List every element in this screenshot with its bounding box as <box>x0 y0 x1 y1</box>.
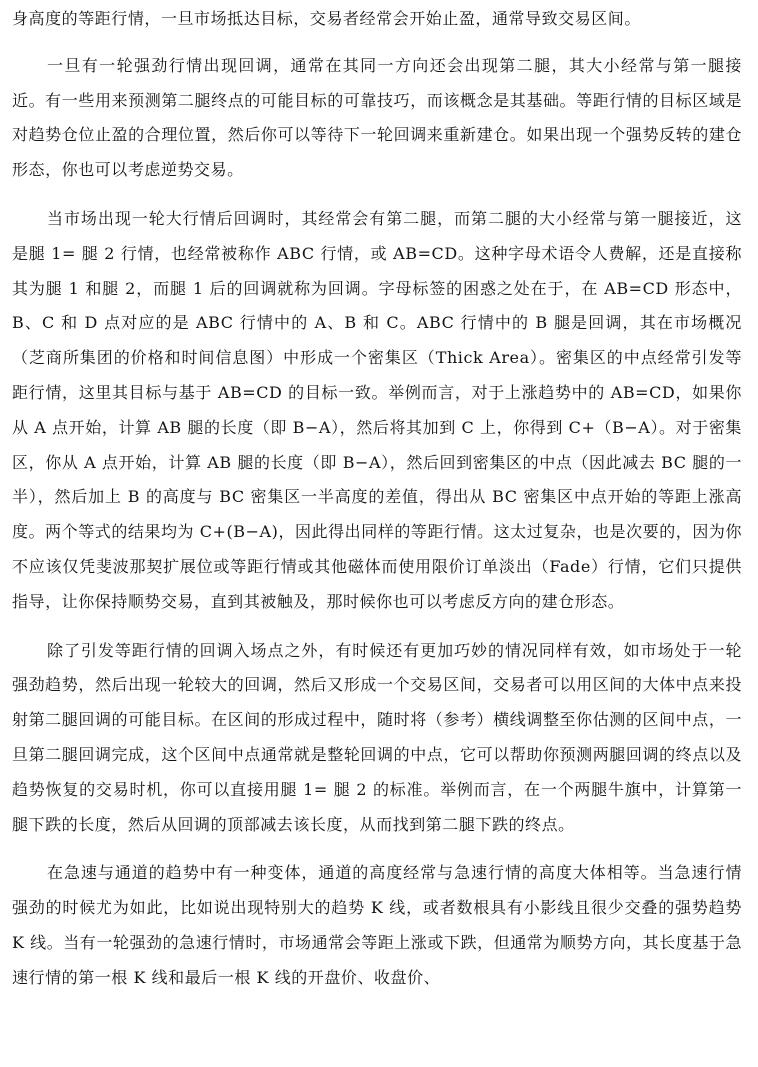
paragraph-spike-channel: 在急速与通道的趋势中有一种变体，通道的高度经常与急速行情的高度大体相等。当急速行情强劲的时候尤为如此，比如说出现特别大的趋势 K 线，或者数根具有小影线且很少交叠的强势趋势 K 线。当有一轮强劲的急速行情时，市场通常会等距上涨或下跌，但通常为顺势方向，其长度基于急速行情的第一根 K 线和最后一根 K 线的开盘价、收盘价、 <box>12 863 742 987</box>
paragraph-range-midpoint: 除了引发等距行情的回调入场点之外，有时候还有更加巧妙的情况同样有效，如市场处于一轮强劲趋势，然后出现一轮较大的回调，然后又形成一个交易区间，交易者可以用区间的大体中点来投射第二腿回调的可能目标。在区间的形成过程中，随时将（参考）横线调整至你估测的区间中点，一旦第二腿回调完成，这个区间中点通常就是整轮回调的中点，它可以帮助你预测两腿回调的终点以及趋势恢复的交易时机，你可以直接用腿 1= 腿 2 的标准。举例而言，在一个两腿牛旗中，计算第一腿下跌的长度，然后从回调的顶部减去该长度，从而找到第二腿下跌的终点。 <box>12 640 742 834</box>
document-page <box>12 2 742 995</box>
paragraph-second-leg: 一旦有一轮强劲行情出现回调，通常在其同一方向还会出现第二腿，其大小经常与第一腿接近。有一些用来预测第二腿终点的可能目标的可靠技巧，而该概念是其基础。等距行情的目标区域是对趋势仓位止盈的合理位置，然后你可以等待下一轮回调来重新建仓。如果出现一个强势反转的建仓形态，你也可以考虑逆势交易。 <box>12 55 742 180</box>
paragraph-abc-move: 当市场出现一轮大行情后回调时，其经常会有第二腿，而第二腿的大小经常与第一腿接近，这是腿 1= 腿 2 行情，也经常被称作 ABC 行情，或 AB=CD。这种字母术语令人费解，还是直接称其为腿 1 和腿 2，而腿 1 后的回调就称为回调。字母标签的困惑之处在于，在 AB=CD 形态中，B、C 和 D 点对应的是 ABC 行情中的 A、B 和 C。ABC 行情中的 B 腿是回调，其在市场概况（芝商所集团的价格和时间信息图）中形成一个密集区（Thick Area）。密集区的中点经常引发等距行情，这里其目标与基于 AB=CD 的目标一致。举例而言，对于上涨趋势中的 AB=CD，如果你从 A 点开始，计算 AB 腿的长度（即 B−A），然后将其加到 C 上，你得到 C+（B−A）。对于密集区，你从 A 点开始，计算 AB 腿的长度（即 B−A），然后回到密集区的中点（因此减去 BC 腿的一半），然后加上 B 的高度与 BC 密集区一半高度的差值，得出从 BC 密集区中点开始的等距上涨高度。两个等式的结果均为 C+(B−A)，因此得出同样的等距行情。这太过复杂，也是次要的，因为你不应该仅凭斐波那契扩展位或等距行情或其他磁体而使用限价订单淡出（Fade）行情，它们只提供指导，让你保持顺势交易，直到其被触及，那时候你也可以考虑反方向的建仓形态。 <box>12 208 742 611</box>
paragraph-continuation: 身高度的等距行情，一旦市场抵达目标，交易者经常会开始止盈，通常导致交易区间。 <box>12 9 641 28</box>
